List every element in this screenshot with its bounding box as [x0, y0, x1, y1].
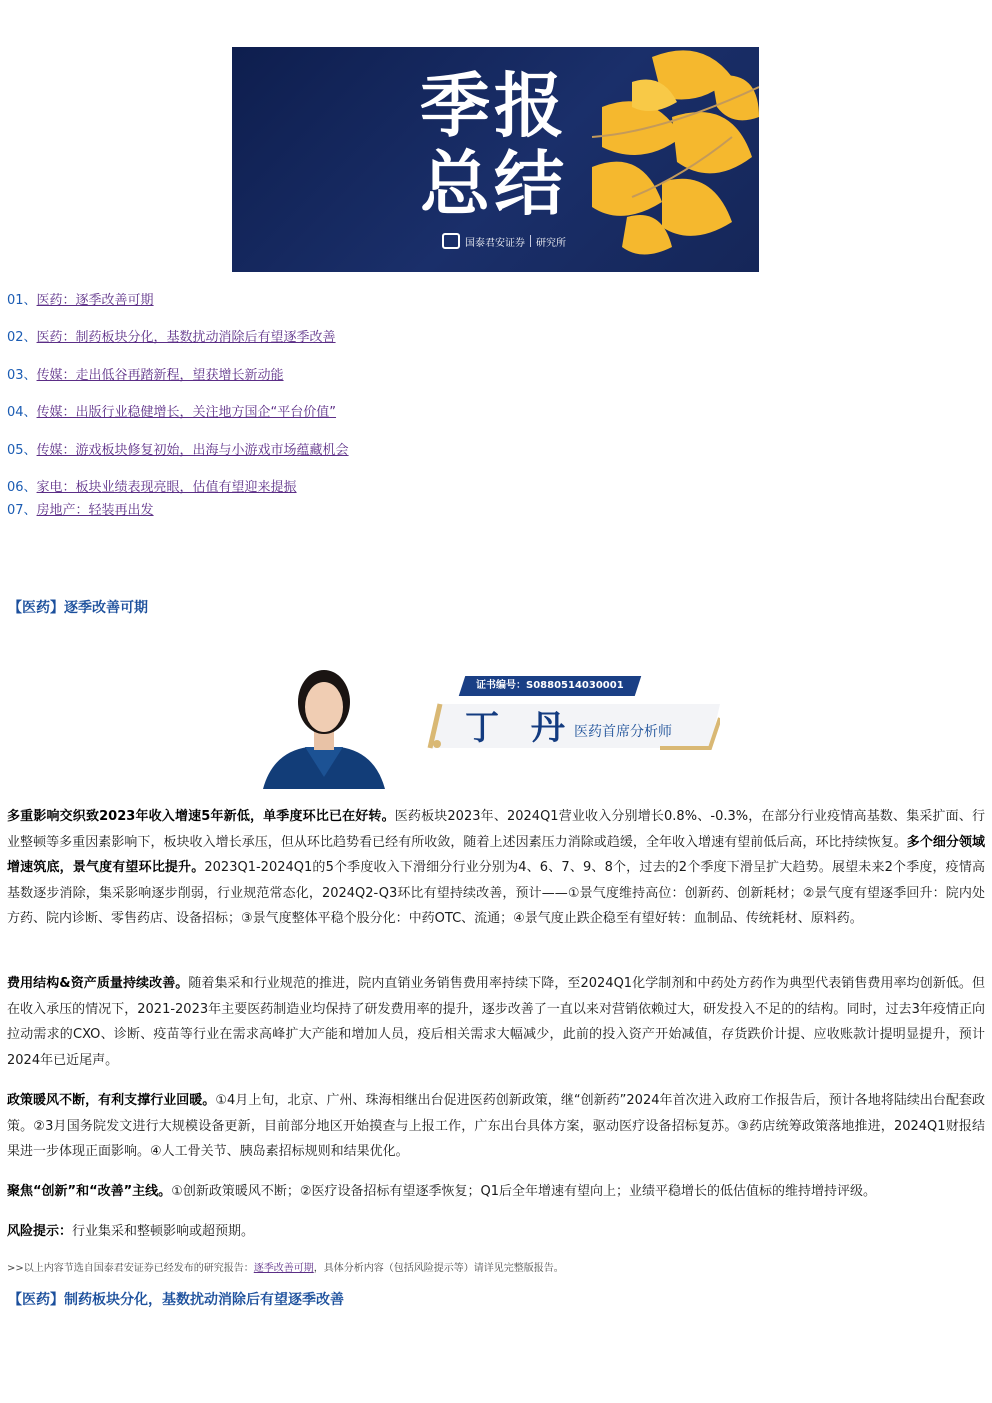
body-paragraph — [7, 804, 985, 932]
company-logo-sub: 研究所 — [536, 237, 566, 249]
toc-number: 02、 — [7, 330, 37, 345]
paragraph-text: 随着集采和行业规范的推进，院内直销业务销售费用率持续下降，至2024Q1化学制剂和中药处方药作为典型代表销售费用率均创新低。但在收入承压的情况下，2021-2023年主要医药制造业均保持了研发费用率的提升，逐步改善了一直以来对营销依赖过大，研发投入不足的的结构。同时，过去3年疫情正向拉动需求的CXO、诊断、疫苗等行业在需求高峰扩大产能和增加人员，疫后相关需求大幅减少，此前的投入资产开始减值，存货跌价计提、应收账款计提明显提升，预计2024年已近尾声。 — [7, 976, 985, 1068]
paragraph-lead: 多重影响交织致2023年收入增速5年新低，单季度环比已在好转。 — [7, 809, 395, 824]
toc-number: 07、 — [7, 503, 37, 518]
paragraph-text: ①创新政策暖风不断；②医疗设备招标有望逐季恢复；Q1后全年增速有望向上；业绩平稳增长的低估值标的维持增持评级。 — [171, 1184, 877, 1199]
source-note-prefix: >>以上内容节选自国泰君安证券已经发布的研究报告： — [7, 1263, 254, 1274]
toc-item — [7, 326, 336, 345]
body-paragraph — [7, 1179, 985, 1205]
toc-link[interactable]: 房地产：轻装再出发 — [36, 503, 154, 518]
source-note — [7, 1259, 564, 1274]
toc-link[interactable]: 传媒：出版行业稳健增长，关注地方国企“平台价值” — [36, 405, 337, 420]
paragraph-lead: 风险提示： — [7, 1224, 73, 1239]
banner-title — [420, 64, 570, 225]
company-logo-text: 国泰君安证券 — [465, 237, 525, 249]
certificate-badge — [459, 676, 641, 696]
toc-item — [7, 289, 154, 308]
company-logo-icon — [442, 233, 460, 249]
logo-divider — [530, 235, 531, 247]
paragraph-text: ①4月上旬，北京、广州、珠海相继出台促进医药创新政策，继“创新药”2024年首次进入政府工作报告后，预计各地将陆续出台配套政策。②3月国务院发文进行大规模设备更新，目前部分地区开始摸查与上报工作，广东出台具体方案，驱动医疗设备招标复苏。③药店统筹政策落地推进，2024Q1财报结果进一步体现正面影响。④人工骨关节、胰岛素招标规则和结果优化。 — [7, 1093, 985, 1159]
paragraph-text: 医药板块2023年、2024Q1营业收入分别增长0.8%、-0.3%，在部分行业疫情高基数、集采扩面、行业整顿等多重因素影响下，板块收入增长承压，但从环比趋势看已经有所收敛，随着上述因素压力消除或趋缓，全年收入增速有望前低后高，环比持续恢复。 — [7, 809, 986, 850]
toc-item — [7, 476, 297, 495]
toc-link[interactable]: 传媒：走出低谷再踏新程，望获增长新动能 — [36, 368, 284, 383]
analyst-name: 丁 丹 — [465, 708, 575, 748]
paragraph-text: 2023Q1-2024Q1的5个季度收入下滑细分行业分别为4、6、7、9、8个，过去的2个季度下滑呈扩大趋势。展望未来2个季度，疫情高基数逐步消除，集采影响逐步削弱，行业规范常态化，2024Q2-Q3环比有望持续改善，预计——①景气度维持高位：创新药、创新耗材；②景气度有望逐季回升：院内处方药、院内诊断、零售药店、设备招标；③景气度整体平稳个股分化：中药OTC、流通；④景气度止跌企稳至有望好转：血制品、传统耗材、原料药。 — [7, 860, 985, 926]
paragraph-lead: 多个细分领域增速筑底，景气度有望环比提升。 — [7, 834, 985, 875]
toc-number: 01、 — [7, 293, 37, 308]
body-paragraph — [7, 1088, 985, 1165]
toc-link[interactable]: 医药：制药板块分化，基数扰动消除后有望逐季改善 — [36, 330, 336, 345]
toc-number: 04、 — [7, 405, 37, 420]
toc-item — [7, 364, 284, 383]
banner-title-line1: 季报 — [420, 64, 568, 147]
banner-title-line2: 总结 — [420, 142, 568, 225]
analyst-photo — [253, 652, 395, 789]
report-link[interactable]: 逐季改善可期 — [253, 1263, 314, 1274]
certificate-number: 证书编号：S0880514030001 — [476, 680, 624, 691]
body-paragraph — [7, 1219, 985, 1245]
toc-link[interactable]: 传媒：游戏板块修复初始，出海与小游戏市场蕴藏机会 — [36, 443, 349, 458]
company-logo — [442, 233, 566, 249]
report-banner — [232, 47, 759, 272]
paragraph-lead: 费用结构&资产质量持续改善。 — [7, 976, 189, 991]
toc-item — [7, 499, 154, 518]
toc-number: 06、 — [7, 480, 37, 495]
section-title: 【医药】逐季改善可期 — [8, 600, 148, 616]
toc-number: 03、 — [7, 368, 37, 383]
toc-link[interactable]: 医药：逐季改善可期 — [36, 293, 154, 308]
analyst-role: 医药首席分析师 — [574, 724, 672, 740]
source-note-suffix: ，具体分析内容（包括风险提示等）请详见完整版报告。 — [313, 1263, 564, 1274]
paragraph-lead: 聚焦“创新”和“改善”主线。 — [7, 1184, 172, 1199]
paragraph-lead: 政策暖风不断，有利支撑行业回暖。 — [7, 1093, 216, 1108]
toc-number: 05、 — [7, 443, 37, 458]
toc-link[interactable]: 家电：板块业绩表现亮眼，估值有望迎来提振 — [36, 480, 297, 495]
toc-item — [7, 439, 349, 458]
section-title: 【医药】制药板块分化，基数扰动消除后有望逐季改善 — [8, 1292, 344, 1308]
body-paragraph — [7, 971, 985, 1073]
toc-item — [7, 401, 336, 420]
paragraph-text: 行业集采和整顿影响或超预期。 — [72, 1224, 255, 1239]
